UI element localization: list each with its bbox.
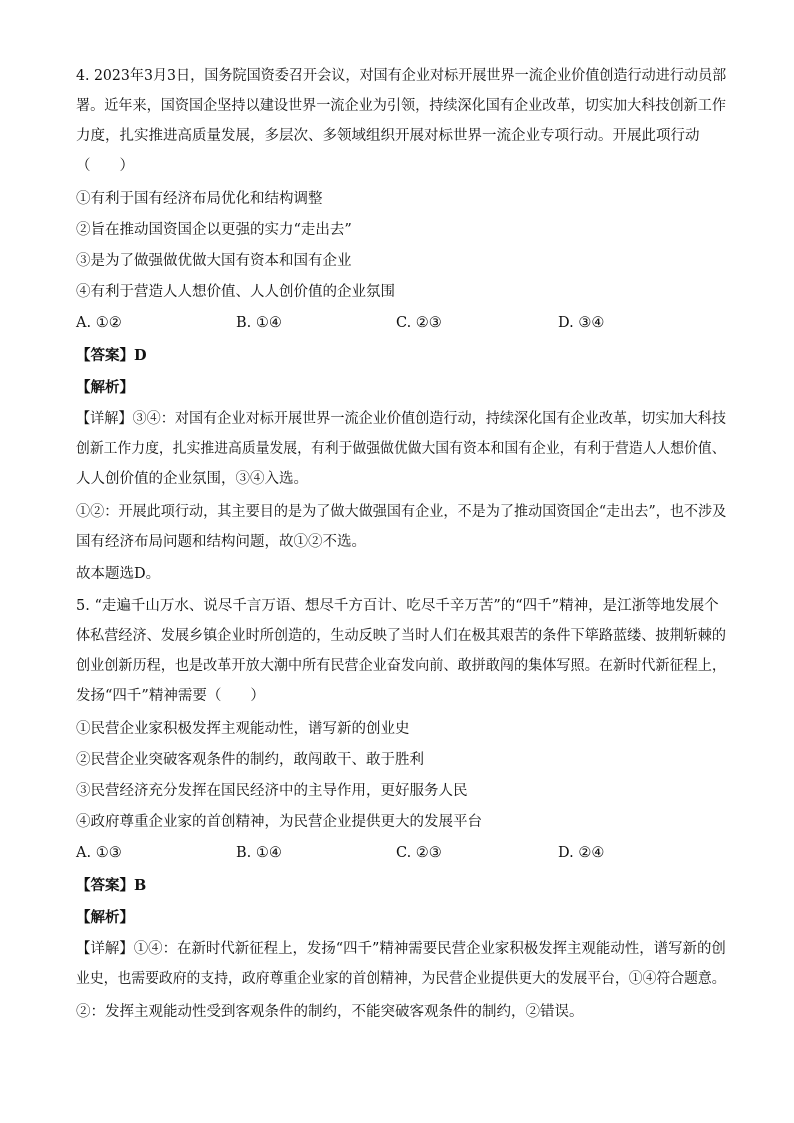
q4-option-a: A. ①② bbox=[76, 315, 122, 331]
q5-option-b: B. ①④ bbox=[236, 845, 282, 861]
q5-stem-line-3: 创业创新历程，也是改革开放大潮中所有民营企业奋发向前、敢拼敢闯的集体写照。在新时代新征程上， bbox=[76, 658, 726, 674]
q5-stem-line-1: 5. “走遍千山万水、说尽千言万语、想尽千方百计、吃尽千辛万苦”的“四千”精神，是江浙等地发展个 bbox=[76, 598, 719, 614]
q5-option-a: A. ①③ bbox=[76, 845, 122, 861]
q5-option-c: C. ②③ bbox=[396, 845, 442, 861]
q5-statement-3: ③民营经济充分发挥在国民经济中的主导作用，更好服务人民 bbox=[76, 783, 468, 799]
q5-stem-line-2: 体私营经济、发展乡镇企业时所创造的，生动反映了当时人们在极其艰苦的条件下筚路蓝缕、披荆斩棘的 bbox=[76, 628, 726, 644]
q4-stem-line-1: 4. 2023年3月3日，国务院国资委召开会议，对国有企业对标开展世界一流企业价值创造行动进行动员部 bbox=[76, 68, 727, 84]
q4-detail-line-2: 创新工作力度，扎实推进高质量发展，有利于做强做优做大国有资本和国有企业，有利于营造人人想价值、 bbox=[76, 441, 726, 457]
q4-option-b: B. ①④ bbox=[236, 315, 282, 331]
q4-detail-line-1: 【详解】③④：对国有企业对标开展世界一流企业价值创造行动，持续深化国有企业改革，切实加大科技 bbox=[76, 411, 726, 427]
q4-detail-line-4: ①②：开展此项行动，其主要目的是为了做大做强国有企业，不是为了推动国资国企“走出去”，也不涉及 bbox=[76, 504, 727, 520]
q4-detail-line-5: 国有经济布局问题和结构问题，故①②不选。 bbox=[76, 534, 366, 550]
q5-statement-2: ②民营企业突破客观条件的制约，敢闯敢干、敢于胜利 bbox=[76, 752, 424, 768]
q5-detail-line-2: 业史，也需要政府的支持，政府尊重企业家的首创精神，为民营企业提供更大的发展平台，①④符合题意。 bbox=[76, 971, 726, 987]
q4-answer: 【答案】D bbox=[76, 347, 147, 364]
q4-option-d: D. ③④ bbox=[558, 315, 605, 331]
q5-statement-4: ④政府尊重企业家的首创精神，为民营企业提供更大的发展平台 bbox=[76, 814, 482, 830]
q5-answer: 【答案】B bbox=[76, 877, 147, 894]
q4-statement-3: ③是为了做强做优做大国有资本和国有企业 bbox=[76, 253, 352, 269]
q4-conclusion: 故本题选D。 bbox=[76, 566, 161, 582]
q5-analysis-label: 【解析】 bbox=[76, 909, 134, 926]
q4-stem-line-2: 署。近年来，国资国企坚持以建设世界一流企业为引领，持续深化国有企业改革，切实加大科技创新工作 bbox=[76, 98, 726, 114]
q4-statement-1: ①有利于国有经济布局优化和结构调整 bbox=[76, 191, 323, 207]
q5-statement-1: ①民营企业家积极发挥主观能动性，谱写新的创业史 bbox=[76, 721, 410, 737]
q4-stem-line-3: 力度，扎实推进高质量发展，多层次、多领域组织开展对标世界一流企业专项行动。开展此项行动 bbox=[76, 128, 700, 144]
q5-detail-line-1: 【详解】①④：在新时代新征程上，发扬“四千”精神需要民营企业家积极发挥主观能动性，谱写新的创 bbox=[76, 941, 726, 957]
q5-options bbox=[76, 843, 726, 863]
q4-stem-line-4: （ ） bbox=[76, 158, 134, 174]
q5-stem-line-4: 发扬“四千”精神需要（ ） bbox=[76, 688, 265, 704]
q4-statement-2: ②旨在推动国资国企以更强的实力“走出去” bbox=[76, 222, 352, 238]
q4-options bbox=[76, 313, 726, 333]
q4-statement-4: ④有利于营造人人想价值、人人创价值的企业氛围 bbox=[76, 284, 395, 300]
q4-analysis-label: 【解析】 bbox=[76, 379, 134, 396]
q4-detail-line-3: 人人创价值的企业氛围，③④入选。 bbox=[76, 471, 308, 487]
q5-option-d: D. ②④ bbox=[558, 845, 605, 861]
q5-detail-line-3: ②：发挥主观能动性受到客观条件的制约，不能突破客观条件的制约，②错误。 bbox=[76, 1004, 584, 1020]
q4-option-c: C. ②③ bbox=[396, 315, 442, 331]
